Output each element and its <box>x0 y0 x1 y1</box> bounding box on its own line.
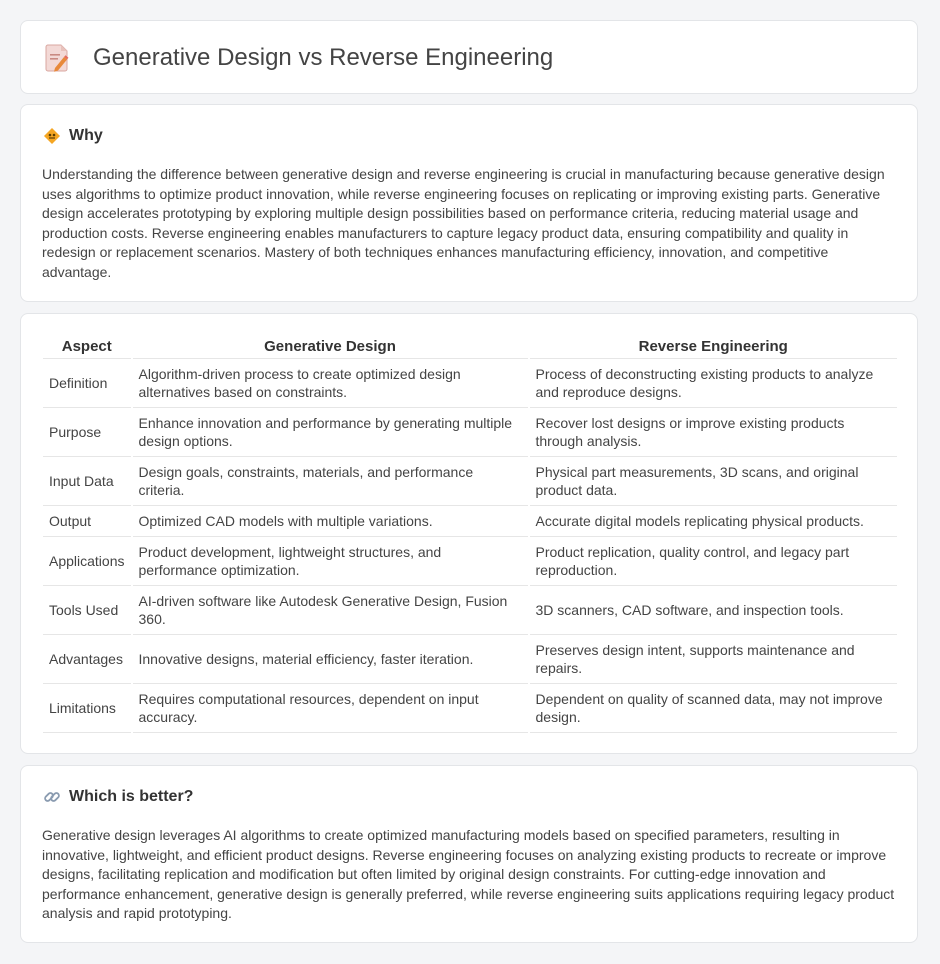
table-header-row <box>43 334 897 359</box>
table-row <box>43 359 897 408</box>
row-aspect: Definition <box>43 359 131 408</box>
row-aspect: Advantages <box>43 635 131 684</box>
which-better-text: Generative design leverages AI algorithms to create optimized manufacturing models based on specified parameters, resulting in innovative, lightweight, and efficient product designs. Reverse engineering focuses on analyzing existing products to recreate or improve designs, facilitating replication and modification but often limited by original design constraints. For cutting-edge innovation and performance enhancement, generative design is generally preferred, while reverse engineering suits applications requiring legacy product analysis and rapid prototyping. <box>42 827 895 921</box>
row-aspect: Tools Used <box>43 586 131 635</box>
page-title: Generative Design vs Reverse Engineering <box>93 44 554 71</box>
row-reverse: Dependent on quality of scanned data, may not improve design. <box>530 684 898 733</box>
row-generative: Algorithm-driven process to create optimized design alternatives based on constraints. <box>133 359 528 408</box>
row-reverse: Process of deconstructing existing products to analyze and reproduce designs. <box>530 359 898 408</box>
why-heading: Why <box>69 127 103 144</box>
row-reverse: Recover lost designs or improve existing products through analysis. <box>530 408 898 457</box>
row-aspect: Input Data <box>43 457 131 506</box>
row-generative: Innovative designs, material efficiency, faster iteration. <box>133 635 528 684</box>
table-row <box>43 635 897 684</box>
link-icon <box>43 788 61 806</box>
why-text: Understanding the difference between generative design and reverse engineering is crucial in manufacturing because generative design uses algorithms to optimize product innovation, while reverse engineering focuses on replicating or improving existing parts. Generative design accelerates prototyping by exploring multiple design possibilities based on performance criteria, reducing material usage and production costs. Reverse engineering enables manufacturers to capture legacy product data, ensuring compatibility and quality in redesign or replacement scenarios. Mastery of both techniques enhances manufacturing efficiency, innovation, and competitive advantage. <box>42 166 885 280</box>
row-generative: Design goals, constraints, materials, and performance criteria. <box>133 457 528 506</box>
table-row <box>43 586 897 635</box>
why-section <box>20 104 918 302</box>
which-better-section <box>20 765 918 943</box>
row-aspect: Output <box>43 506 131 537</box>
row-reverse: Accurate digital models replicating physical products. <box>530 506 898 537</box>
row-reverse: Physical part measurements, 3D scans, and original product data. <box>530 457 898 506</box>
header-reverse: Reverse Engineering <box>530 334 898 359</box>
which-better-heading: Which is better? <box>69 788 194 805</box>
row-aspect: Limitations <box>43 684 131 733</box>
row-generative: Requires computational resources, dependent on input accuracy. <box>133 684 528 733</box>
header-card <box>20 20 918 94</box>
row-reverse: Preserves design intent, supports maintenance and repairs. <box>530 635 898 684</box>
row-generative: Optimized CAD models with multiple variations. <box>133 506 528 537</box>
why-diamond-icon <box>43 127 61 145</box>
table-row <box>43 457 897 506</box>
comparison-table <box>41 334 899 733</box>
row-aspect: Applications <box>43 537 131 586</box>
comparison-card <box>20 313 918 754</box>
table-row <box>43 537 897 586</box>
table-row <box>43 684 897 733</box>
row-generative: Product development, lightweight structures, and performance optimization. <box>133 537 528 586</box>
row-generative: Enhance innovation and performance by generating multiple design options. <box>133 408 528 457</box>
row-generative: AI-driven software like Autodesk Generative Design, Fusion 360. <box>133 586 528 635</box>
row-aspect: Purpose <box>43 408 131 457</box>
row-reverse: Product replication, quality control, and legacy part reproduction. <box>530 537 898 586</box>
header-aspect: Aspect <box>43 334 131 359</box>
table-row <box>43 408 897 457</box>
table-row <box>43 506 897 537</box>
row-reverse: 3D scanners, CAD software, and inspection tools. <box>530 586 898 635</box>
header-generative: Generative Design <box>133 334 528 359</box>
document-pencil-icon <box>45 43 71 73</box>
